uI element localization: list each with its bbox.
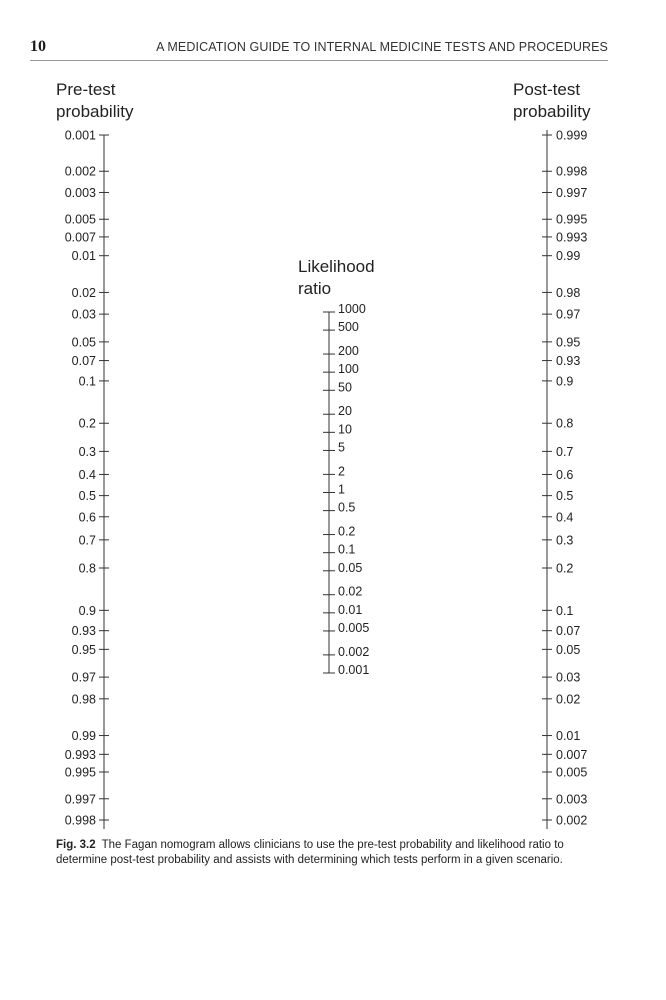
lr-tick-label: 0.001 xyxy=(338,663,370,677)
posttest-tick-label: 0.05 xyxy=(556,642,581,657)
pretest-tick-label: 0.97 xyxy=(71,670,96,685)
posttest-tick-label: 0.003 xyxy=(556,792,588,807)
pretest-tick-label: 0.5 xyxy=(78,489,96,504)
lr-tick-label: 0.02 xyxy=(338,584,363,599)
posttest-tick-label: 0.8 xyxy=(556,416,574,431)
figure-label: Fig. 3.2 xyxy=(56,839,96,851)
pretest-tick-label: 0.993 xyxy=(64,747,96,762)
posttest-tick-label: 0.995 xyxy=(556,212,588,227)
lr-tick-label: 2 xyxy=(338,464,345,479)
caption-text: The Fagan nomogram allows clinicians to use the pre-test probability and likelihood ratio to determine post-test probability and assists with determining which tests perform in a given scenario. xyxy=(56,839,564,866)
pretest-tick-label: 0.6 xyxy=(78,510,96,525)
pretest-tick-label: 0.1 xyxy=(78,374,96,389)
pretest-title-line-2: probability xyxy=(56,102,134,121)
pretest-tick-label: 0.93 xyxy=(71,624,96,639)
lr-tick-label: 500 xyxy=(338,320,359,335)
pretest-tick-label: 0.01 xyxy=(71,249,96,264)
pretest-tick-label: 0.007 xyxy=(64,230,96,245)
lr-tick-label: 50 xyxy=(338,380,352,395)
posttest-tick-label: 0.007 xyxy=(556,747,588,762)
pretest-tick-label: 0.95 xyxy=(71,642,96,657)
pretest-tick-label: 0.001 xyxy=(64,128,96,143)
pretest-tick-label: 0.002 xyxy=(64,164,96,179)
lr-tick-label: 0.01 xyxy=(338,602,363,617)
lr-tick-label: 10 xyxy=(338,422,352,437)
page-number: 10 xyxy=(30,38,46,55)
posttest-title-line-2: probability xyxy=(513,102,591,121)
lr-title-line-1: Likelihood xyxy=(298,257,375,276)
lr-tick-label: 5 xyxy=(338,440,345,455)
posttest-tick-label: 0.4 xyxy=(556,510,574,525)
pretest-tick-label: 0.003 xyxy=(64,185,96,200)
lr-tick-label: 1 xyxy=(338,482,345,497)
posttest-tick-label: 0.02 xyxy=(556,692,581,707)
lr-tick-label: 0.005 xyxy=(338,620,370,635)
pretest-tick-label: 0.99 xyxy=(71,729,96,744)
posttest-tick-label: 0.999 xyxy=(556,128,588,143)
posttest-tick-label: 0.95 xyxy=(556,335,581,350)
posttest-tick-label: 0.3 xyxy=(556,533,574,548)
running-head: A MEDICATION GUIDE TO INTERNAL MEDICINE TESTS AND PROCEDURES xyxy=(156,40,608,54)
posttest-tick-label: 0.993 xyxy=(556,230,588,245)
pretest-tick-label: 0.4 xyxy=(78,467,96,482)
posttest-tick-label: 0.2 xyxy=(556,561,574,576)
pretest-tick-label: 0.7 xyxy=(78,533,96,548)
pretest-tick-label: 0.07 xyxy=(71,354,96,369)
posttest-tick-label: 0.997 xyxy=(556,185,588,200)
pretest-tick-label: 0.02 xyxy=(71,285,96,300)
pretest-tick-label: 0.998 xyxy=(64,813,96,828)
posttest-title-line-1: Post-test xyxy=(513,80,581,99)
pretest-tick-label: 0.98 xyxy=(71,692,96,707)
posttest-tick-label: 0.99 xyxy=(556,249,581,264)
posttest-tick-label: 0.6 xyxy=(556,467,574,482)
lr-tick-label: 20 xyxy=(338,404,352,419)
posttest-tick-label: 0.98 xyxy=(556,285,581,300)
posttest-tick-label: 0.07 xyxy=(556,624,581,639)
lr-tick-label: 100 xyxy=(338,362,359,377)
pretest-tick-label: 0.995 xyxy=(64,765,96,780)
lr-tick-label: 0.2 xyxy=(338,524,356,539)
posttest-tick-label: 0.7 xyxy=(556,444,574,459)
lr-tick-label: 0.05 xyxy=(338,560,363,575)
posttest-tick-label: 0.005 xyxy=(556,765,588,780)
pretest-title-line-1: Pre-test xyxy=(56,80,116,99)
posttest-tick-label: 0.03 xyxy=(556,670,581,685)
pretest-tick-label: 0.997 xyxy=(64,792,96,807)
posttest-tick-label: 0.002 xyxy=(556,813,588,828)
lr-tick-label: 200 xyxy=(338,344,359,359)
lr-tick-label: 0.1 xyxy=(338,542,356,557)
pretest-tick-label: 0.05 xyxy=(71,335,96,350)
posttest-tick-label: 0.01 xyxy=(556,729,581,744)
posttest-tick-label: 0.1 xyxy=(556,603,574,618)
posttest-tick-label: 0.93 xyxy=(556,354,581,369)
pretest-tick-label: 0.03 xyxy=(71,307,96,322)
posttest-tick-label: 0.9 xyxy=(556,374,574,389)
posttest-tick-label: 0.5 xyxy=(556,489,574,504)
pretest-tick-label: 0.005 xyxy=(64,212,96,227)
pretest-tick-label: 0.3 xyxy=(78,444,96,459)
lr-title-line-2: ratio xyxy=(298,279,332,298)
pretest-tick-label: 0.2 xyxy=(78,416,96,431)
figure-caption xyxy=(56,838,604,868)
pretest-tick-label: 0.8 xyxy=(78,561,96,576)
lr-tick-label: 0.002 xyxy=(338,644,370,659)
posttest-tick-label: 0.97 xyxy=(556,307,581,322)
posttest-tick-label: 0.998 xyxy=(556,164,588,179)
pretest-tick-label: 0.9 xyxy=(78,603,96,618)
lr-tick-label: 1000 xyxy=(338,302,366,316)
lr-tick-label: 0.5 xyxy=(338,500,356,515)
